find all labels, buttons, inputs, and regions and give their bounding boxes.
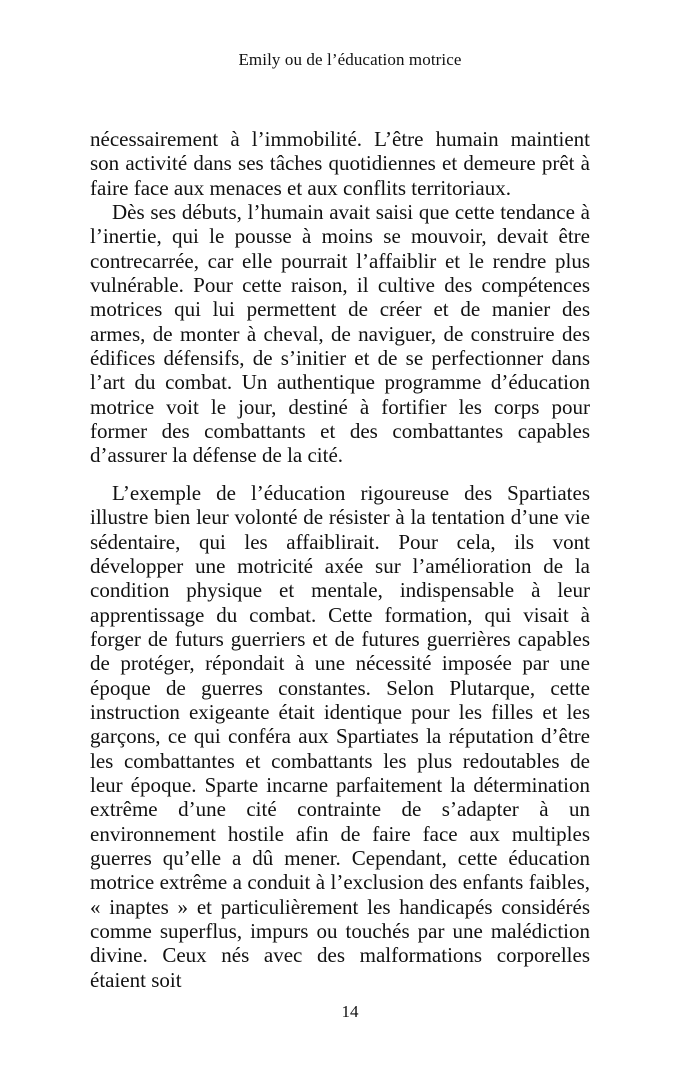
paragraph-inertia: Dès ses débuts, l’humain avait saisi que cette tendance à l’inertie, qui le pousse à moins se mouvoir, devait être contrecarrée, car elle pourrait l’affaiblir et le rendre plus vulnérable. Pour cette raison, il cultive des compétences motrices qui lui permettent de créer et de manier des armes, de monter à cheval, de naviguer, de construire des édifices défensifs, de s’initier et de se perfectionner dans l’art du combat. Un authentique programme d’éducation motrice voit le jour, destiné à fortifier les corps pour former des combattants et des combattantes capables d’assurer la défense de la cité.: [90, 200, 590, 468]
running-header: Emily ou de l’éducation motrice: [238, 50, 462, 69]
paragraph-continuation: nécessairement à l’immobilité. L’être humain maintient son activité dans ses tâches quotidiennes et demeure prêt à faire face aux menaces et aux conflits territoriaux.: [90, 127, 590, 200]
page-number: 14: [341, 1002, 359, 1021]
body-text: [90, 127, 590, 992]
paragraph-spartans: L’exemple de l’éducation rigoureuse des Spartiates illustre bien leur volonté de résister à la tentation d’une vie sédentaire, qui les affaiblirait. Pour cela, ils vont développer une motricité axée sur l’amélioration de la condition physique et mentale, indispensable à leur apprentissage du combat. Cette formation, qui visait à forger de futurs guerriers et de futures guerrières capables de protéger, répondait à une nécessité imposée par une époque de guerres constantes. Selon Plutarque, cette instruction exigeante était identique pour les filles et les garçons, ce qui conféra aux Spartiates la réputation d’être les combattantes et combattants les plus redoutables de leur époque. Sparte incarne parfaitement la détermination extrême d’une cité contrainte de s’adapter à un environnement hostile afin de faire face aux multiples guerres qu’elle a dû mener. Cependant, cette éducation motrice extrême a conduit à l’exclusion des enfants faibles, « inaptes » et particulièrement les handicapés considérés comme superflus, impurs ou touchés par une malédiction divine. Ceux nés avec des malformations corporelles étaient soit: [90, 480, 590, 992]
